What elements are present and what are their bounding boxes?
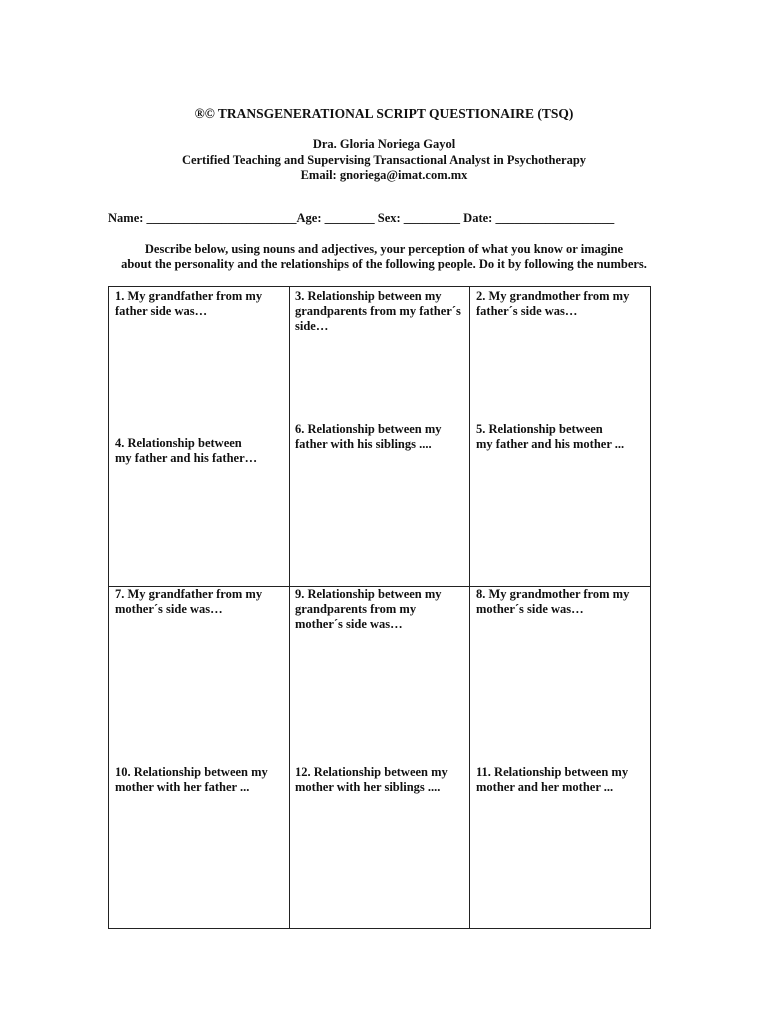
item-9-grandparents-mother-side: 9. Relationship between my grandparents from my mother´s side was… — [295, 587, 442, 631]
grid-divider-vertical-2 — [469, 287, 470, 928]
author-block — [0, 137, 768, 184]
author-email: Email: gnoriega@imat.com.mx — [300, 168, 468, 182]
item-8-grandmother-mother-side: 8. My grandmother from my mother´s side was… — [476, 587, 630, 616]
item-2-grandmother-father-side: 2. My grandmother from my father´s side was… — [476, 289, 630, 318]
author-name: Dra. Gloria Noriega Gayol — [312, 137, 456, 151]
item-10-mother-with-her-father: 10. Relationship between my mother with her father ... — [115, 765, 268, 794]
item-11-mother-and-her-mother: 11. Relationship between my mother and her mother ... — [476, 765, 629, 794]
item-6-father-with-siblings: 6. Relationship between my father with his siblings .... — [295, 422, 442, 451]
item-12-mother-with-siblings: 12. Relationship between my mother with her siblings .... — [295, 765, 448, 794]
item-4-father-and-his-father: 4. Relationship between my father and his father… — [115, 436, 258, 465]
item-7-grandfather-mother-side: 7. My grandfather from my mother´s side was… — [115, 587, 263, 616]
respondent-fields-line: Name: ________________________Age: ________ Sex: _________ Date: ___________________ — [108, 211, 615, 225]
grid-divider-vertical-1 — [289, 287, 290, 928]
document-title: ®© TRANSGENERATIONAL SCRIPT QUESTIONAIRE (TSQ) — [194, 106, 574, 121]
instructions-line-1: Describe below, using nouns and adjectives, your perception of what you know or imagine — [144, 242, 624, 256]
instructions — [0, 242, 768, 272]
item-5-father-and-his-mother: 5. Relationship between my father and his mother ... — [476, 422, 625, 451]
author-role: Certified Teaching and Supervising Transactional Analyst in Psychotherapy — [181, 152, 587, 167]
item-3-grandparents-father-side: 3. Relationship between my grandparents from my father´s side… — [295, 289, 461, 333]
item-1-grandfather-father-side: 1. My grandfather from my father side was… — [115, 289, 263, 318]
instructions-line-2: about the personality and the relationships of the following people. Do it by following the numbers. — [121, 257, 647, 271]
questionnaire-grid — [108, 286, 651, 929]
